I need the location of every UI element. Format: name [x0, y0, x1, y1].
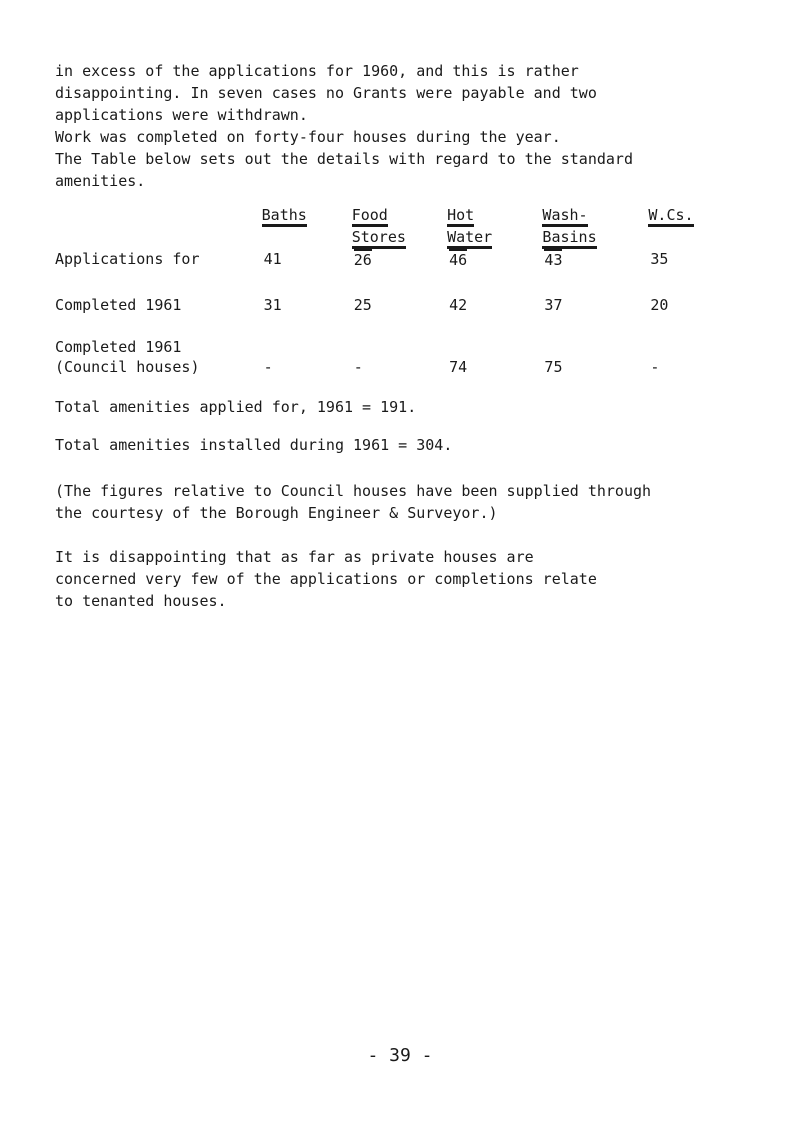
table-header-baths: [262, 205, 352, 249]
cell-value: 46: [449, 251, 468, 269]
cell-baths: 31: [263, 296, 282, 314]
cell-value: 43: [544, 251, 563, 269]
paragraph-total-installed: Total amenities installed during 1961 = 304.: [55, 436, 453, 454]
row-label: Completed 1961 (Council houses): [55, 338, 200, 376]
cell-food-stores: [352, 249, 447, 295]
table-header-blank: [55, 205, 262, 249]
cell-wash-basins: 37: [544, 296, 563, 314]
row-label: Completed 1961: [55, 296, 182, 314]
cell-baths: -: [263, 358, 273, 376]
header-label-wash-basins-line2: Basins: [542, 228, 596, 249]
header-label-baths: Baths: [262, 206, 307, 227]
paragraph-total-applied: Total amenities applied for, 1961 = 191.: [55, 398, 417, 416]
paragraph-work-completed: Work was completed on forty-four houses during the year. The Table below sets out the details with regard to the standard amenities.: [55, 128, 633, 190]
amenities-table: [55, 205, 765, 377]
table-header-food-stores: [352, 205, 447, 249]
cell-food-stores: -: [353, 358, 363, 376]
cell-hot-water: 42: [449, 296, 468, 314]
cell-wash-basins: [542, 249, 648, 295]
cell-wash-basins: 75: [544, 358, 563, 376]
cell-wcs: 35: [650, 250, 669, 268]
table-header-hot-water: [447, 205, 542, 249]
header-label-wash-basins-line1: Wash-: [542, 206, 587, 227]
table-row: [55, 249, 765, 295]
cell-baths: 41: [263, 250, 282, 268]
cell-wcs: -: [650, 358, 660, 376]
paragraph-tenanted-houses: It is disappointing that as far as private houses are concerned very few of the applications or completions relate to tenanted houses.: [55, 548, 597, 610]
header-label-hot-water-line2: Water: [447, 228, 492, 249]
header-label-wcs: W.Cs.: [648, 206, 693, 227]
cell-hot-water: [447, 249, 542, 295]
cell-value: 26: [353, 251, 372, 269]
row-label: Applications for: [55, 250, 200, 268]
cell-hot-water: 74: [449, 358, 468, 376]
table-header-row: [55, 205, 765, 249]
cell-food-stores: 25: [353, 296, 372, 314]
table-header-wcs: [648, 205, 765, 249]
paragraph-grants-intro: in excess of the applications for 1960, and this is rather disappointing. In seven cases no Grants were payable and two applications were withdrawn.: [55, 62, 597, 124]
paragraph-council-note: (The figures relative to Council houses have been supplied through the courtesy of the Borough Engineer & Surveyor.): [55, 482, 652, 522]
table-header-wash-basins: [542, 205, 648, 249]
cell-wcs: 20: [650, 296, 669, 314]
header-label-food-stores-line1: Food: [352, 206, 388, 227]
page-number: - 39 -: [367, 1045, 433, 1066]
table-row: [55, 333, 765, 377]
table-row: [55, 295, 765, 333]
header-label-hot-water-line1: Hot: [447, 206, 474, 227]
header-label-food-stores-line2: Stores: [352, 228, 406, 249]
